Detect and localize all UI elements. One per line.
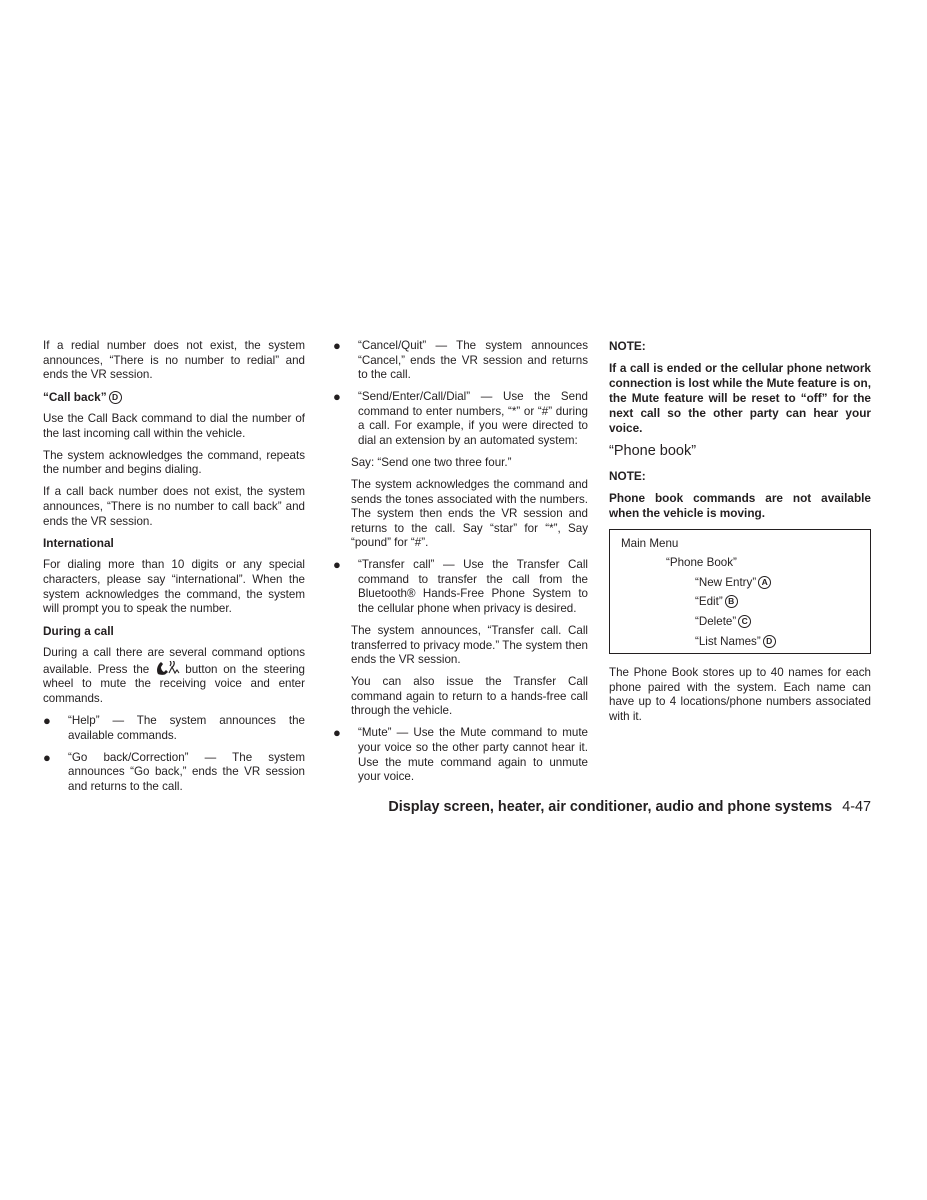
marker-d: D: [109, 391, 122, 404]
note-title: NOTE:: [609, 339, 646, 353]
bullet-icon: ●: [43, 712, 51, 728]
paragraph-during-call: [43, 646, 305, 706]
list-item-go-back-text: “Go back/Correction” — The system announces “Go back,” ends the VR session and returns to the call.: [68, 750, 305, 793]
page-footer: [300, 799, 871, 815]
bullet-icon: ●: [333, 389, 341, 405]
send-details: [333, 456, 588, 551]
list-item-mute: [333, 726, 588, 784]
column-middle: [333, 339, 588, 792]
marker-c: C: [738, 615, 751, 628]
list-item-send: [333, 390, 588, 448]
column-right: [609, 339, 871, 732]
menu-item-list-names: [621, 632, 862, 652]
menu-item-label: “New Entry”: [695, 575, 757, 589]
menu-item-new-entry: [621, 573, 862, 593]
column-left: [43, 339, 305, 802]
paragraph-send-ack: The system acknowledges the command and sends the tones associated with the numbers. The system then ends the VR session and returns to the call. Say “star” for “*”, Say “pound” for “#”.: [351, 477, 588, 550]
page-number: 4-47: [842, 799, 871, 815]
marker-a: A: [758, 576, 771, 589]
transfer-details: [333, 624, 588, 719]
list-item-transfer-text: “Transfer call” — Use the Transfer Call command to transfer the call from the Bluetooth® Hands-Free Phone System to the cellular phone when privacy is desired.: [358, 558, 588, 616]
paragraph-transfer-announce: The system announces, “Transfer call. Call transferred to privacy mode.” The system then ends the VR session.: [351, 624, 588, 667]
paragraph-callback-missing: If a call back number does not exist, the system announces, “There is no number to call back” and ends the VR session.: [43, 485, 305, 528]
note-mute-reset: If a call is ended or the cellular phone network connection is lost while the Mute feature is on, the Mute feature will be reset to “off” for the next call so the other party can hear your voice.: [609, 360, 871, 435]
paragraph-redial: If a redial number does not exist, the system announces, “There is no number to redial” and ends the VR session.: [43, 339, 305, 382]
paragraph-international: For dialing more than 10 digits or any special characters, please say “international”. When the system acknowledges the command, the system will prompt you to speak the number.: [43, 558, 305, 616]
list-item-help: [43, 714, 305, 743]
paragraph-callback-usage: Use the Call Back command to dial the number of the last incoming call within the vehicle.: [43, 412, 305, 440]
note-title: NOTE:: [609, 468, 646, 483]
bullet-icon: ●: [333, 557, 341, 573]
menu-item-label: “Edit”: [695, 595, 723, 609]
note-phone-book-moving: Phone book commands are not available when the vehicle is moving.: [609, 490, 871, 520]
paragraph-send-say: Say: “Send one two three four.”: [351, 455, 512, 469]
menu-item-edit: [621, 592, 862, 612]
list-item-mute-text: “Mute” — Use the Mute command to mute your voice so the other party cannot hear it. Use the mute command again to unmute your voice.: [358, 726, 588, 784]
marker-b: B: [725, 595, 738, 608]
list-item-help-text: “Help” — The system announces the available commands.: [68, 713, 305, 742]
menu-item-label: “List Names”: [695, 634, 761, 648]
phone-voice-icon: [155, 661, 183, 675]
menu-item-label: “Delete”: [695, 614, 737, 628]
heading-international: International: [43, 536, 114, 551]
list-item-go-back: [43, 751, 305, 795]
list-item-send-text: “Send/Enter/Call/Dial” — Use the Send command to enter numbers, “*” or “#” during a call. For example, if you were directed to dial an extension by an automated system:: [358, 390, 588, 447]
menu-tree-box: [609, 529, 871, 655]
footer-section-title: Display screen, heater, air conditioner, audio and phone systems: [388, 799, 833, 815]
menu-root: Main Menu: [621, 536, 679, 550]
section-title-phone-book: “Phone book”: [609, 442, 697, 459]
marker-d: D: [763, 635, 776, 648]
list-item-cancel-text: “Cancel/Quit” — The system announces “Cancel,” ends the VR session and returns to the call.: [358, 339, 588, 382]
list-item-transfer: [333, 558, 588, 616]
menu-item-delete: [621, 612, 862, 632]
bullet-icon: ●: [333, 338, 341, 353]
heading-call-back-text: “Call back”: [43, 390, 107, 405]
paragraph-during-call-part2: button on the steering wheel to mute the receiving voice and enter commands.: [43, 662, 305, 705]
paragraph-phone-book-capacity: The Phone Book stores up to 40 names for each phone paired with the system. Each name can have up to 4 locations/phone numbers associated with it.: [609, 666, 871, 723]
paragraph-during-call-part1: During a call there are several command options available. Press the: [43, 646, 305, 676]
paragraph-callback-ack: The system acknowledges the command, repeats the number and begins dialing.: [43, 448, 305, 477]
bullet-icon: ●: [333, 725, 341, 741]
list-item-cancel: [333, 339, 588, 383]
menu-phone-book: “Phone Book”: [666, 556, 737, 570]
heading-call-back: [43, 390, 305, 405]
heading-during-call: During a call: [43, 624, 114, 639]
bullet-icon: ●: [43, 749, 51, 765]
paragraph-transfer-again: You can also issue the Transfer Call command again to return to a hands-free call through the vehicle.: [351, 675, 588, 718]
